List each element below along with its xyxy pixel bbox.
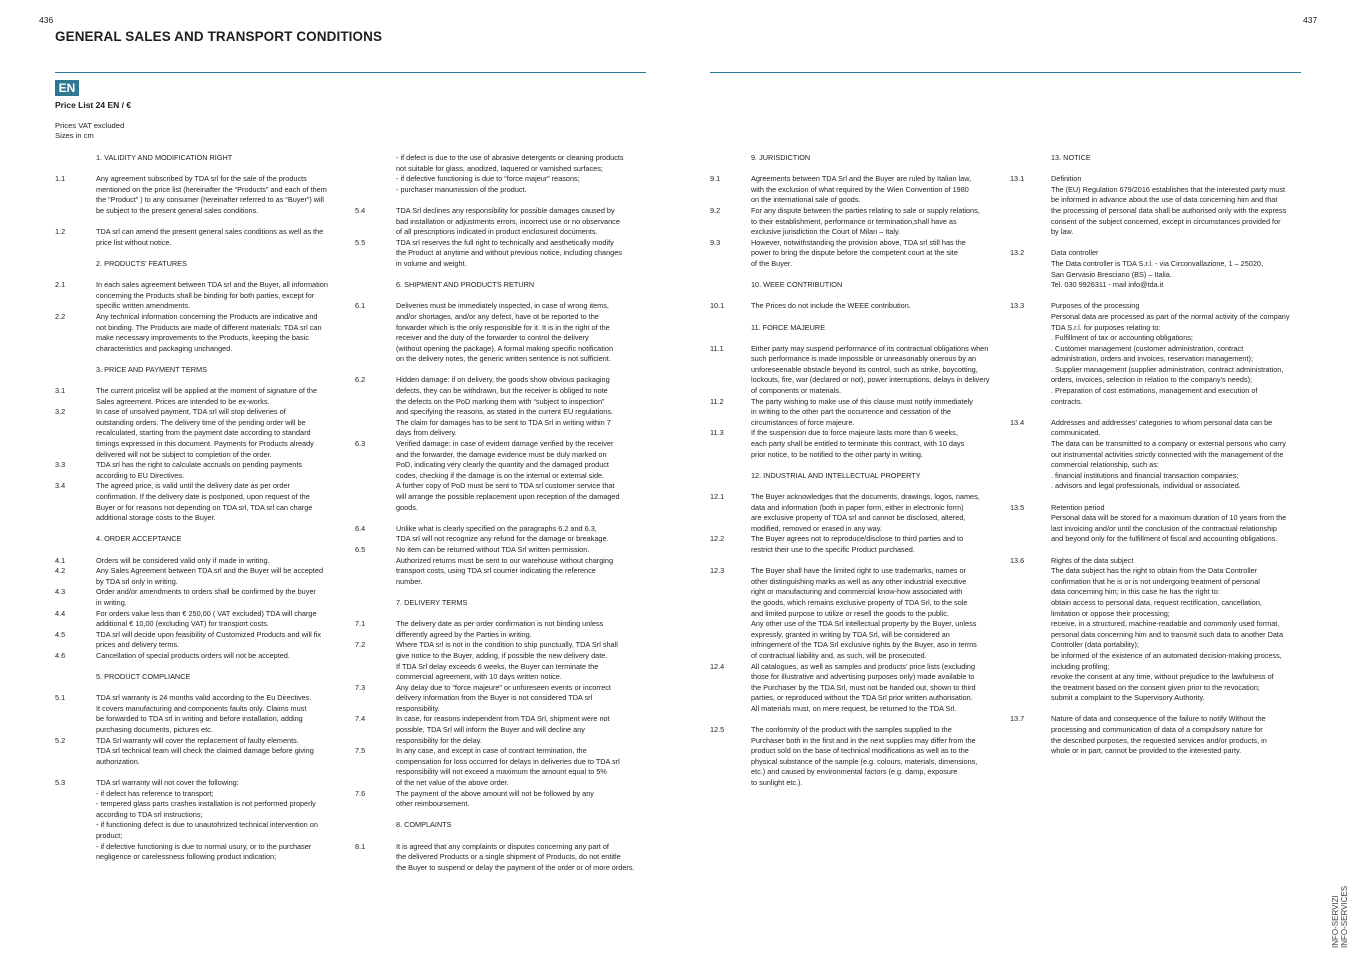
section-heading xyxy=(355,820,650,831)
clause-13-4 xyxy=(1010,418,1310,492)
clause-number: 13.2 xyxy=(1010,248,1025,258)
clause-number: 7.4 xyxy=(355,714,366,724)
clause-7-1 xyxy=(355,619,650,640)
clause-5-4 xyxy=(355,206,650,238)
clause-6-4 xyxy=(355,524,650,545)
clause-4-3 xyxy=(55,587,355,608)
clause-number: 3.1 xyxy=(55,386,66,396)
clause-11-3 xyxy=(710,428,1010,460)
clause-text: Data controller The Data controller is TDA S.r.l. - via Circonvallazione, 1 – 25020, San Gervasio Bresciano (BS) – Italia. Tel. 030 9926311 - mail info@tda.it xyxy=(1051,248,1263,290)
clause-7-6 xyxy=(355,789,650,810)
clause-6-2 xyxy=(355,375,650,439)
clause-text: 10. WEEE CONTRIBUTION xyxy=(751,280,843,290)
clause-number: 10.1 xyxy=(710,301,725,311)
clause-number: 2.2 xyxy=(55,311,66,321)
clause-number: 11.2 xyxy=(710,396,724,406)
clause-7-2 xyxy=(355,640,650,682)
clause-6-3 xyxy=(355,439,650,513)
clause-13-5 xyxy=(1010,503,1310,545)
clause-text: Hidden damage: if on delivery, the goods show obvious packaging defects, they can be withdrawn, but the receiver is obliged to note the defects on the PoD marking them with “subject to inspection” and specifying the reasons, as stated in the current EU regulations. The claim for damages has to be sent to TDA Srl in writing within 7 days from delivery. xyxy=(396,375,614,438)
clause-number: 6.5 xyxy=(355,544,366,554)
section-heading xyxy=(55,534,355,545)
clause-text: For any dispute between the parties relating to sale or supply relations, to their establishment, performance or termination,shall have as exclusive jurisdiction the Court of Milan – Italy. xyxy=(751,205,980,237)
clause-number: 8.1 xyxy=(355,841,366,851)
clause-9-3 xyxy=(710,238,1010,270)
clause-text: 13. NOTICE xyxy=(1051,153,1091,162)
clause-text: The conformity of the product with the samples supplied to the Purchaser both in the first and in the next supplies may differ from the product sold on the base of technical modifications as well as to the physical substance of the sample (e.g. colours, materials, dimensions, etc.) and caused by environmental factors (e.g. damp, exposure to sunlight etc.). xyxy=(751,725,978,788)
page-number-right: 437 xyxy=(1303,15,1318,25)
clause-text: It is agreed that any complaints or disputes concerning any part of the delivered Products or a single shipment of Products, do not entitle the Buyer to suspend or delay the payment of the order or of more orders. xyxy=(396,841,635,872)
clause-text: The party wishing to make use of this clause must notify immediately in writing to the other part the occurrence and cessation of the circumstances of force majeure. xyxy=(751,396,973,427)
section-heading xyxy=(55,672,355,683)
clause-5-2 xyxy=(55,736,355,768)
clause-number: 4.6 xyxy=(55,650,66,660)
clause-text: Where TDA srl is not in the condition to ship punctually, TDA Srl shall give notice to the Buyer, adding, if possible the new delivery date. If TDA Srl delay exceeds 6 weeks, the Buyer can terminate the commercial agreement, with 10 days written notice. xyxy=(396,640,618,682)
section-heading xyxy=(55,153,355,164)
column-4 xyxy=(1010,153,1310,767)
clause-number: 12.1 xyxy=(710,492,725,501)
clause-7-5 xyxy=(355,746,650,788)
side-label-en: INFO-SERVICES xyxy=(1340,885,1349,948)
clause-text: 1. VALIDITY AND MODIFICATION RIGHT xyxy=(96,153,233,162)
section-heading xyxy=(710,323,1010,334)
clause-text: TDA srl reserves the full right to technically and aesthetically modify the Product at anytime and without previous notice, including changes in volume and weight. xyxy=(396,237,622,268)
clause-number: 6.2 xyxy=(355,375,366,385)
clause-text: - if defect is due to the use of abrasive detergents or cleaning products not suitable for glass, anodized, laquered or varnished surfaces; - if defective functioning is due to “force majeur” reasons; - purchaser manumission of the product. xyxy=(396,153,624,194)
clause-number: 4.1 xyxy=(55,555,66,565)
clause-text: TDA Srl warranty will cover the replacement of faulty elements. TDA srl technical team will check the claimed damage before giving authorization. xyxy=(96,735,314,766)
clause-number: 12.3 xyxy=(710,566,725,576)
clause-number: 6.3 xyxy=(355,439,366,449)
clause-text: Nature of data and consequence of the failure to notify Without the processing and communication of data of a compulsory nature for the described purposes, the requested services and/or products, in whole or in part, cannot be provided to the interested party. xyxy=(1051,714,1267,756)
clause-11-1 xyxy=(710,344,1010,397)
clause-number: 7.3 xyxy=(355,682,366,692)
clause-3-4 xyxy=(55,481,355,523)
clause-text: The Buyer agrees not to reproduce/disclose to third parties and to restrict their use to the specific Product purchased. xyxy=(751,534,964,554)
clause-number: 13.4 xyxy=(1010,417,1025,427)
clause-8-1 xyxy=(355,842,650,874)
clause-text: In each sales agreement between TDA srl and the Buyer, all information concerning the Products shall be binding for both parties, except for specific written amendments. xyxy=(96,280,328,311)
clause-number: 4.4 xyxy=(55,608,66,618)
clause-9-1 xyxy=(710,174,1010,206)
clause-12-2 xyxy=(710,534,1010,555)
clause-1-1 xyxy=(55,174,355,216)
column-2 xyxy=(355,153,650,884)
clause-text: 8. COMPLAINTS xyxy=(396,820,452,830)
section-heading xyxy=(710,280,1010,291)
clause-12-1 xyxy=(710,492,1010,534)
clause-7-3 xyxy=(355,683,650,715)
clause-text: 3. PRICE AND PAYMENT TERMS xyxy=(96,364,207,374)
clause-number: 5.3 xyxy=(55,778,66,788)
clause-text: 4. ORDER ACCEPTANCE xyxy=(96,534,182,544)
clause-text: Any technical information concerning the Products are indicative and not binding. The Products are made of different materials: TDA srl can make necessary improvements to the Products, keeping the basic characteristics and packaging unchanged. xyxy=(96,311,322,353)
section-heading xyxy=(710,471,1010,482)
side-label-it: INFO-SERVIZI xyxy=(1331,895,1340,948)
clause-number: 4.5 xyxy=(55,629,66,639)
clause-3-1 xyxy=(55,386,355,407)
clause-text: Cancellation of special products orders will not be accepted. xyxy=(96,650,290,660)
section-heading xyxy=(355,280,650,291)
clause-text: TDA srl will decide upon feasibility of Customized Products and will fix prices and delivery terms. xyxy=(96,629,322,650)
clause-number: 6.1 xyxy=(355,301,366,311)
clause-number: 2.1 xyxy=(55,280,66,290)
clause-text: TDA Srl declines any responsibility for possible damages caused by bad installation or adjustments errors, incorrect use or no observance of all prescriptions indicated in product enclosured documents. xyxy=(396,205,620,237)
clause-number: 3.3 xyxy=(55,460,66,470)
clause-text: Purposes of the processing Personal data are processed as part of the normal activity of the company TDA S.r.l. for purposes relating to: . Fulfillment of tax or accounting obligations; . Customer management (customer administration, contract administration, orders and invoices, reservation management); . Supplier management (supplier administration, contract administration, orders, invoices, selection in relation to the company’s needs); . Preparation of cost estimations, management and execution of contracts. xyxy=(1051,301,1290,406)
clause-10-1 xyxy=(710,301,1010,312)
clause-3-2 xyxy=(55,407,355,460)
column-3 xyxy=(710,153,1010,799)
clause-number: 9.1 xyxy=(710,174,721,184)
clause-text: Any agreement subscribed by TDA srl for the sale of the products mentioned on the price list (hereinafter the “Products” and each of them the “Product” ) to any consumer (hereinafter referred to as “Buyer”) will be subject to the present general sales conditions. xyxy=(96,174,327,215)
clause-number: 13.1 xyxy=(1010,174,1025,184)
section-heading xyxy=(355,153,650,195)
clause-number: 13.3 xyxy=(1010,301,1025,311)
clause-text: All catalogues, as well as samples and products’ price lists (excluding those for illustrative and advertising purposes only) made available to the Purchaser by the TDA Srl, must not be handed out, shown to third parties, or reproduced without the TDA Srl prior written authorisation. All materials must, on mere request, be returned to the TDA Srl. xyxy=(751,661,976,713)
clause-number: 5.2 xyxy=(55,735,66,745)
clause-13-2 xyxy=(1010,248,1310,290)
clause-text: Definition The (EU) Regulation 679/2016 establishes that the interested party must be informed in advance about the use of data concerning him and that the processing of personal data shall be authorised only with the express consent of the subject concerned, except in circumstances provided for by law. xyxy=(1051,174,1287,237)
clause-6-5 xyxy=(355,545,650,587)
clause-number: 5.5 xyxy=(355,237,366,247)
clause-2-1 xyxy=(55,280,355,312)
clause-1-2 xyxy=(55,227,355,248)
clause-13-3 xyxy=(1010,301,1310,407)
clause-number: 11.3 xyxy=(710,428,724,438)
clause-text: 7. DELIVERY TERMS xyxy=(396,597,468,607)
section-heading xyxy=(710,153,1010,164)
clause-text: The Prices do not include the WEEE contribution. xyxy=(751,301,911,311)
clause-4-2 xyxy=(55,566,355,587)
clause-text: However, notwithstanding the provision above, TDA srl still has the power to bring the dispute before the competent court at the site of the Buyer. xyxy=(751,237,966,268)
clause-number: 9.3 xyxy=(710,237,721,247)
clause-text: Orders will be considered valid only if made in writing. xyxy=(96,555,270,565)
clause-13-6 xyxy=(1010,556,1310,704)
clause-text: Order and/or amendments to orders shall be confirmed by the buyer in writing. xyxy=(96,587,316,607)
clause-text: The Buyer shall have the limited right to use trademarks, names or other distinguishing marks as well as any other industrial executive right or manufacturing and commercial know-how associated with the goods, which remains exclusive property of TDA Srl, to the sole and limited purpose to utilize or resell the goods to the public. Any other use of the TDA Srl intellectual property by the Buyer, unless expressly, granted in writing by TDA Srl, will be considered an infringement of the TDA Srl exclusive rights by the Buyer, aso in terms of contractual liability and, as such, will be prosecuted. xyxy=(751,566,977,660)
clause-number: 6.4 xyxy=(355,523,366,533)
clause-text: Unlike what is clearly specified on the paragraphs 6.2 and 6.3, TDA srl will not recognize any refund for the damage or breakage. xyxy=(396,523,609,544)
clause-text: The Buyer acknowledges that the documents, drawings, logos, names, data and information (both in paper form, either in electronic form) are exclusive property of TDA srl and cannot be disclosed, altered, modified, removed or erased in any way. xyxy=(751,492,980,533)
clause-text: Retention period Personal data will be stored for a maximum duration of 10 years from the last invoicing and/or until the conclusion of the contractual relationship and beyond only for the fulfillment of fiscal and accounting obligations. xyxy=(1051,502,1287,544)
clause-text: If the suspension due to force majeure lasts more than 6 weeks, each party shall be entitled to terminate this contract, with 10 days prior notice, to be notified to the other party in writing. xyxy=(751,428,965,459)
clause-5-5 xyxy=(355,238,650,270)
clause-number: 7.6 xyxy=(355,788,366,798)
divider-left xyxy=(55,72,646,73)
clause-text: The payment of the above amount will not be followed by any other reimboursement. xyxy=(396,788,594,809)
section-heading xyxy=(355,598,650,609)
clause-text: The agreed price, is valid until the delivery date as per order confirmation. If the delivery date is postponed, upon request of the Buyer or for reasons not depending on TDA srl, TDA srl can charge additional storage costs to the Buyer. xyxy=(96,481,313,523)
clause-number: 13.7 xyxy=(1010,714,1025,724)
page-title: GENERAL SALES AND TRANSPORT CONDITIONS xyxy=(55,29,383,44)
price-list-heading: Price List 24 EN / € xyxy=(55,100,132,110)
language-badge: EN xyxy=(55,80,79,96)
clause-text: 5. PRODUCT COMPLIANCE xyxy=(96,672,191,682)
clause-13-1 xyxy=(1010,174,1310,238)
clause-number: 7.2 xyxy=(355,640,366,650)
clause-number: 3.2 xyxy=(55,407,66,417)
clause-text: Rights of the data subject The data subject has the right to obtain from the Data Controller confirmation that he is or is not undergoing treatment of personal data concerning him; in this case he has the right to: obtain access to personal data, request rectification, cancellation, limitation or oppose their processing; receive, in a structured, machine-readable and commonly used format, personal data concerning him and to transmit such data to another Data Controller (data portability); be informed of the existence of an automated decision-making process, including profiling; revoke the consent at any time, without prejudice to the lawfulness of the treatment based on the consent given prior to the revocation; submit a complaint to the Supervisory Authority. xyxy=(1051,555,1284,703)
vat-note: Prices VAT excluded Sizes in cm xyxy=(55,121,125,140)
clause-text: 9. JURISDICTION xyxy=(751,153,811,162)
clause-4-6 xyxy=(55,651,355,662)
clause-12-4 xyxy=(710,662,1010,715)
clause-text: No item can be returned without TDA Srl written permission. Authorized returns must be sent to our warehouse without charging transport costs, using TDA srl courrier indicating the reference number. xyxy=(396,544,614,586)
section-heading xyxy=(1010,153,1310,164)
clause-text: TDA srl warranty will not cover the following: - if defect has reference to transport; - tempered glass parts crashes installation is not performed properly according to TDA srl instructions; - if functioning defect is due to unautohrized technical intervention on product; - if defective functioning is due to normal usury, or to the purchaser negligence or carelessness following product indication; xyxy=(96,778,318,862)
clause-text: 6. SHIPMENT AND PRODUCTS RETURN xyxy=(396,280,535,290)
clause-text: TDA srl has the right to calculate accruals on pending payments according to EU Directives. xyxy=(96,460,303,480)
clause-number: 12.5 xyxy=(710,725,725,735)
clause-number: 1.1 xyxy=(55,174,66,184)
clause-9-2 xyxy=(710,206,1010,238)
clause-number: 11.1 xyxy=(710,343,724,353)
clause-11-2 xyxy=(710,397,1010,429)
clause-13-7 xyxy=(1010,714,1310,756)
section-heading xyxy=(55,365,355,376)
clause-number: 12.2 xyxy=(710,534,725,544)
clause-number: 7.5 xyxy=(355,746,366,756)
clause-number: 4.2 xyxy=(55,566,66,576)
clause-5-3 xyxy=(55,778,355,863)
clause-number: 5.1 xyxy=(55,693,66,703)
clause-text: Addresses and addresses’ categories to whom personal data can be communicated. The data can be transmitted to a company or external persons who carry out instrumental activities strictly connected with the management of the commercial relationship, such as: . financial institutions and financial transaction companies; . advisors and legal professionals, individual or associated. xyxy=(1051,417,1286,491)
clause-text: Any Sales Agreement between TDA srl and the Buyer will be accepted by TDA srl only in writing. xyxy=(96,566,324,586)
column-1 xyxy=(55,153,355,873)
side-label xyxy=(1331,886,1349,948)
clause-number: 1.2 xyxy=(55,227,66,237)
clause-number: 4.3 xyxy=(55,587,66,597)
clause-number: 13.5 xyxy=(1010,502,1025,512)
clause-text: Verified damage: in case of evident damage verified by the receiver and the forwarder, the damage evidence must be duly marked on PoD, indicating very clearly the quantity and the damaged product codes, checking if the damage is on the internal or external side. A further copy of PoD must be sent to TDA srl customer service that will arrange the possible replacement upon reception of the damaged goods. xyxy=(396,439,620,512)
clause-text: 11. FORCE MAJEURE xyxy=(751,322,826,332)
clause-text: TDA srl warranty is 24 months valid according to the Eu Directives. It covers manufacturing and components faults only. Claims must be forwarded to TDA srl in writing and before installation, adding purchasing documents, pictures etc. xyxy=(96,693,312,735)
clause-text: In case, for reasons independent from TDA Srl, shipment were not possible, TDA Srl will inform the Buyer and will decline any responsibility for the delay. xyxy=(396,714,610,745)
clause-text: 2. PRODUCTS' FEATURES xyxy=(96,258,187,268)
clause-12-3 xyxy=(710,566,1010,661)
clause-3-3 xyxy=(55,460,355,481)
divider-right xyxy=(710,72,1301,73)
clause-6-1 xyxy=(355,301,650,365)
clause-text: For orders value less than € 250,00 ( VAT excluded) TDA will charge additional € 10,00 (excluding VAT) for transport costs. xyxy=(96,608,317,629)
clause-text: TDA srl can amend the present general sales conditions as well as the price list without notice. xyxy=(96,227,324,247)
clause-text: In case of unsolved payment, TDA srl will stop deliveries of outstanding orders. The delivery time of the pending order will be recalculated, starting from the payment date according to standard timings expressed in this document. Payments for Products already delivered will not be subject to completion of the order. xyxy=(96,407,314,459)
clause-4-4 xyxy=(55,609,355,630)
clause-text: Either party may suspend performance of its contractual obligations when such performance is made impossible or unreasonably onerous by an unforeseenable obstacle beyond its control, such as strike, boycotting, lockouts, fire, war (declared or not), power interruptions, delays in delivery of components or materials. xyxy=(751,343,990,396)
page-number-left: 436 xyxy=(39,15,54,25)
clause-5-1 xyxy=(55,693,355,735)
clause-2-2 xyxy=(55,312,355,354)
clause-text: The delivery date as per order confirmation is not binding unless differently agreed by the Parties in writing. xyxy=(396,619,604,639)
section-heading xyxy=(55,259,355,270)
clause-number: 12.4 xyxy=(710,661,725,671)
clause-text: In any case, and except in case of contract termination, the compensation for loss occurred for delays in deliveries due to TDA srl responsibility will not exceed a maximum the amount equal to 5% of the net value of the above order. xyxy=(396,746,620,788)
clause-12-5 xyxy=(710,725,1010,789)
clause-number: 3.4 xyxy=(55,481,66,491)
clause-7-4 xyxy=(355,714,650,746)
clause-text: 12. INDUSTRIAL AND INTELLECTUAL PROPERTY xyxy=(751,470,921,480)
clause-text: Agreements between TDA Srl and the Buyer are ruled by Italian law, with the exclusion of what required by the Wien Convention of 1980 on the international sale of goods. xyxy=(751,174,972,205)
clause-text: Any delay due to “force majeure” or unforeseen events or incorrect delivery information from the Buyer is not considered TDA srl responsibility. xyxy=(396,682,611,713)
clause-text: The current pricelist will be applied at the moment of signature of the Sales agreement. Prices are intended to be ex-works. xyxy=(96,386,318,406)
clause-4-1 xyxy=(55,556,355,567)
clause-number: 13.6 xyxy=(1010,555,1025,565)
clause-number: 7.1 xyxy=(355,619,366,629)
clause-text: Deliveries must be immediately inspected, in case of wrong items, and/or shortages, and/or any defect, have ot be reported to the forwarder which is the only responsible for it. It is in the right of the receiver and the duty of the forwarder to control the delivery (without opening the package). A formal making specific notification on the delivery notes, the generic written sentence is not sufficient. xyxy=(396,301,614,364)
clause-4-5 xyxy=(55,630,355,651)
clause-number: 5.4 xyxy=(355,205,366,215)
clause-number: 9.2 xyxy=(710,205,721,215)
